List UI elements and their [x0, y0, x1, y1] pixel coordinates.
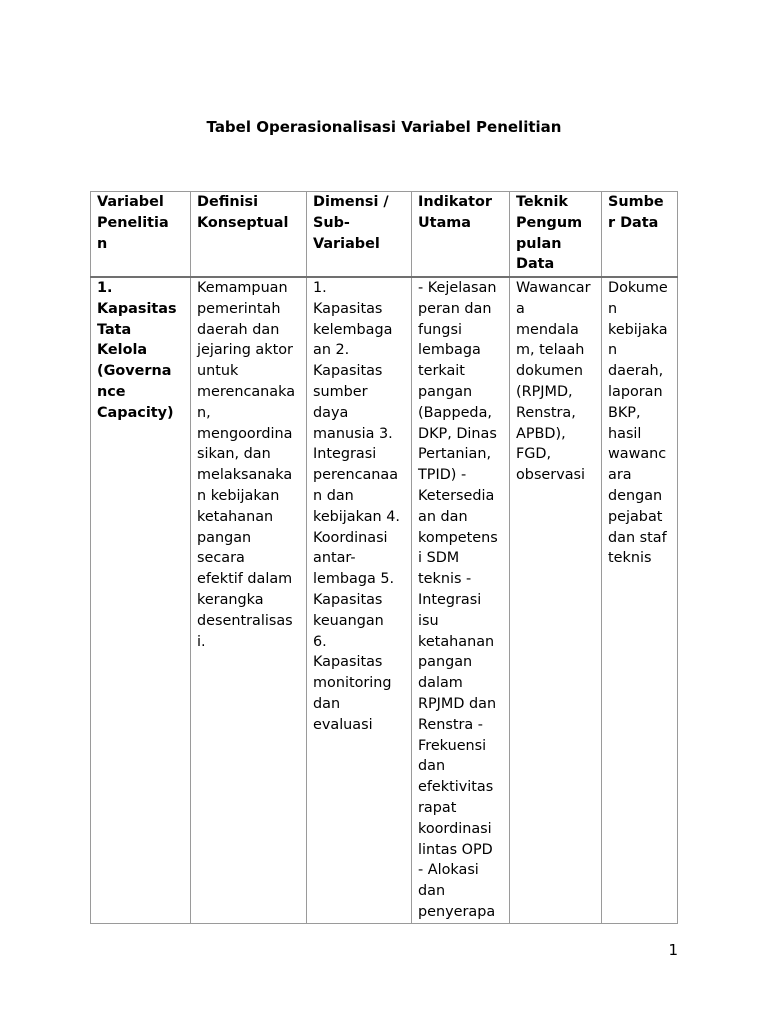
cell-text: Wawancar a mendala m, telaah dokumen (RPJMD, Renstra, APBD), FGD, observasi: [516, 280, 591, 484]
table-header-row: [91, 192, 678, 278]
page-number: 1: [668, 941, 678, 959]
header-indikator-utama: [412, 192, 510, 278]
cell-definisi: [191, 277, 307, 923]
cell-dimensi: [307, 277, 412, 923]
table-row: [91, 277, 678, 923]
cell-text: 1. Kapasitas Tata Kelola (Governa nce Capacity): [97, 280, 177, 421]
cell-text: 1. Kapasitas kelembaga an 2. Kapasitas sumber daya manusia 3. Integrasi perencanaa n dan kebijakan 4. Koordinasi antar- lembaga 5. Kapasitas keuangan 6. Kapasitas monitoring dan evaluasi: [313, 280, 400, 733]
header-definisi-konseptual: [191, 192, 307, 278]
header-label: Sumbe r Data: [608, 194, 664, 231]
cell-sumber: [602, 277, 678, 923]
header-label: Dimensi / Sub- Variabel: [313, 194, 389, 252]
cell-teknik: [510, 277, 602, 923]
operationalization-table: [90, 191, 677, 924]
cell-indikator: [412, 277, 510, 923]
variable-table: [90, 191, 678, 924]
header-label: Indikator Utama: [418, 194, 492, 231]
cell-text: Kemampuan pemerintah daerah dan jejaring aktor untuk merencanaka n, mengoordina sikan, dan melaksanaka n kebijakan ketahanan pangan secara efektif dalam kerangka desentralisas i.: [197, 280, 296, 650]
header-sumber-data: [602, 192, 678, 278]
header-teknik-pengumpulan-data: [510, 192, 602, 278]
header-label: Definisi Konseptual: [197, 194, 289, 231]
header-label: Variabel Penelitia n: [97, 194, 169, 252]
header-label: Teknik Pengum pulan Data: [516, 194, 583, 273]
header-variabel-penelitian: [91, 192, 191, 278]
header-dimensi: [307, 192, 412, 278]
cell-text: - Kejelasan peran dan fungsi lembaga terkait pangan (Bappeda, DKP, Dinas Pertanian, TPID) - Ketersedia an dan kompetens i SDM teknis - Integrasi isu ketahanan pangan dalam RPJMD dan Renstra - Frekuensi dan efektivitas rapat koordinasi lintas OPD - Alokasi dan penyerapa: [418, 280, 498, 920]
cell-variabel: [91, 277, 191, 923]
document-title: Tabel Operasionalisasi Variabel Penelitian: [206, 118, 562, 136]
cell-text: Dokume n kebijaka n daerah, laporan BKP, hasil wawanc ara dengan pejabat dan staf teknis: [608, 280, 668, 567]
